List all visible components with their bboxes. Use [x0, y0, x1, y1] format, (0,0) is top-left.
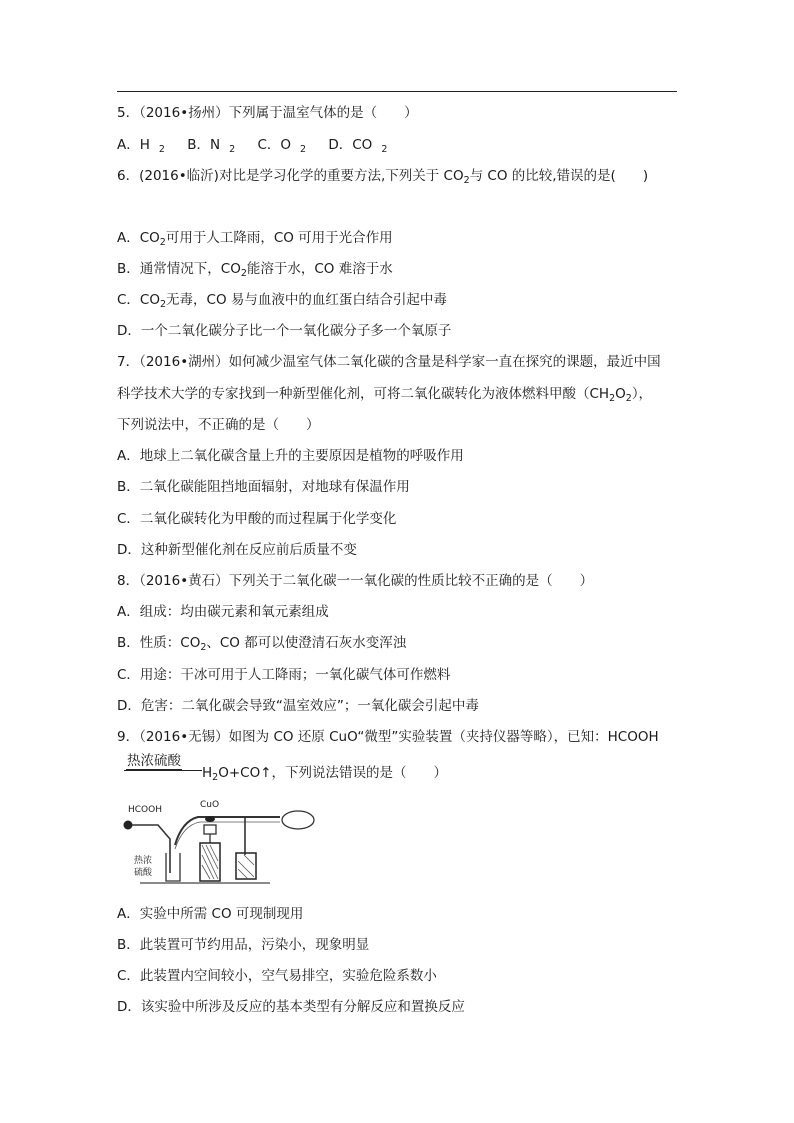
q5-option-c: C．O $_2$	[257, 137, 307, 155]
q9-option-c: C．此装置内空间较小，空气易排空，实验危险系数小	[117, 968, 437, 984]
q9-option-a: A．实验中所需 CO 可现制现用	[117, 906, 304, 922]
q5-option-a: A．H $_2$	[117, 137, 165, 155]
q7-stem-line3: 下列说法中，不正确的是（ ）	[117, 417, 320, 433]
q7-option-a: A．地球上二氧化碳含量上升的主要原因是植物的呼吸作用	[117, 448, 464, 464]
q9-apparatus-figure	[120, 795, 316, 887]
label-acid-2: 硫酸	[134, 868, 153, 878]
q9-option-d: D．该实验中所涉及反应的基本类型有分解反应和置换反应	[117, 999, 465, 1015]
label-cuo: CuO	[200, 800, 220, 810]
q6-option-c: C．$CO_2$无毒，CO 易与血液中的血红蛋白结合引起中毒	[117, 292, 447, 310]
header-rule	[117, 91, 677, 92]
q6-stem: 6．(2016•临沂)对比是学习化学的重要方法,下列关于 $CO_2$与 CO 的比较,错误的是( )	[117, 168, 649, 186]
q7-option-c: C．二氧化碳转化为甲酸的而过程属于化学变化	[117, 511, 397, 527]
label-hcooh: HCOOH	[128, 805, 162, 815]
q8-option-a: A．组成：均由碳元素和氧元素组成	[117, 604, 329, 620]
q8-option-d: D．危害：二氧化碳会导致“温室效应”；一氧化碳会引起中毒	[117, 698, 479, 714]
q8-option-c: C．用途：干冰可用于人工降雨；一氧化碳气体可作燃料	[117, 667, 451, 683]
q5-stem: 5．（2016•扬州）下列属于温室气体的是（ ）	[117, 105, 418, 121]
acid-container	[166, 853, 180, 881]
q7-stem-line1: 7．（2016•湖州）如何减少温室气体二氧化碳的含量是科学家一直在探究的课题，最近中国	[117, 354, 661, 370]
label-acid-1: 热浓	[134, 856, 153, 866]
q5-options	[117, 136, 717, 159]
q9-stem-line1: 9．（2016•无锡）如图为 CO 还原 CuO“微型”实验装置（夹持仪器等略），已知：HCOOH	[117, 729, 659, 745]
q7-option-b: B．二氧化碳能阻挡地面辐射，对地球有保温作用	[117, 479, 410, 495]
q9-option-b: B．此装置可节约用品，污染小，现象明显	[117, 937, 370, 953]
q5-option-b: B．N $_2$	[187, 137, 236, 155]
lamp-top	[204, 825, 216, 834]
cuo-spot	[205, 816, 215, 822]
q6-option-a: A．$CO_2$可用于人工降雨，CO 可用于光合作用	[117, 230, 393, 248]
q9-stem-line2: $H_2O+CO↑$，下列说法错误的是（ ）	[202, 765, 448, 783]
q8-stem: 8．（2016•黄石）下列关于二氧化碳一一氧化碳的性质比较不正确的是（ ）	[117, 573, 594, 589]
balloon	[282, 811, 314, 829]
q8-option-b: B．性质：$CO_2$、CO 都可以使澄清石灰水变浑浊	[117, 635, 407, 653]
gas-tube-inner	[175, 822, 280, 849]
q5-option-d: D．CO $_2$	[328, 137, 388, 155]
q6-option-b: B．通常情况下，$CO_2$能溶于水，CO 难溶于水	[117, 261, 393, 279]
q7-option-d: D．这种新型催化剂在反应前后质量不变	[117, 542, 357, 558]
q9-reaction-arrow	[124, 770, 202, 771]
dropper-bulb	[124, 821, 133, 830]
q6-option-d: D．一个二氧化碳分子比一个一氧化碳分子多一个氧原子	[117, 323, 452, 339]
q9-reaction-condition: 热浓硫酸	[127, 753, 181, 769]
q7-stem-line2: 科学技术大学的专家找到一种新型催化剂，可将二氧化碳转化为液体燃料甲酸$(CH_2O_2)$，	[117, 386, 653, 404]
gas-tube	[175, 817, 280, 845]
